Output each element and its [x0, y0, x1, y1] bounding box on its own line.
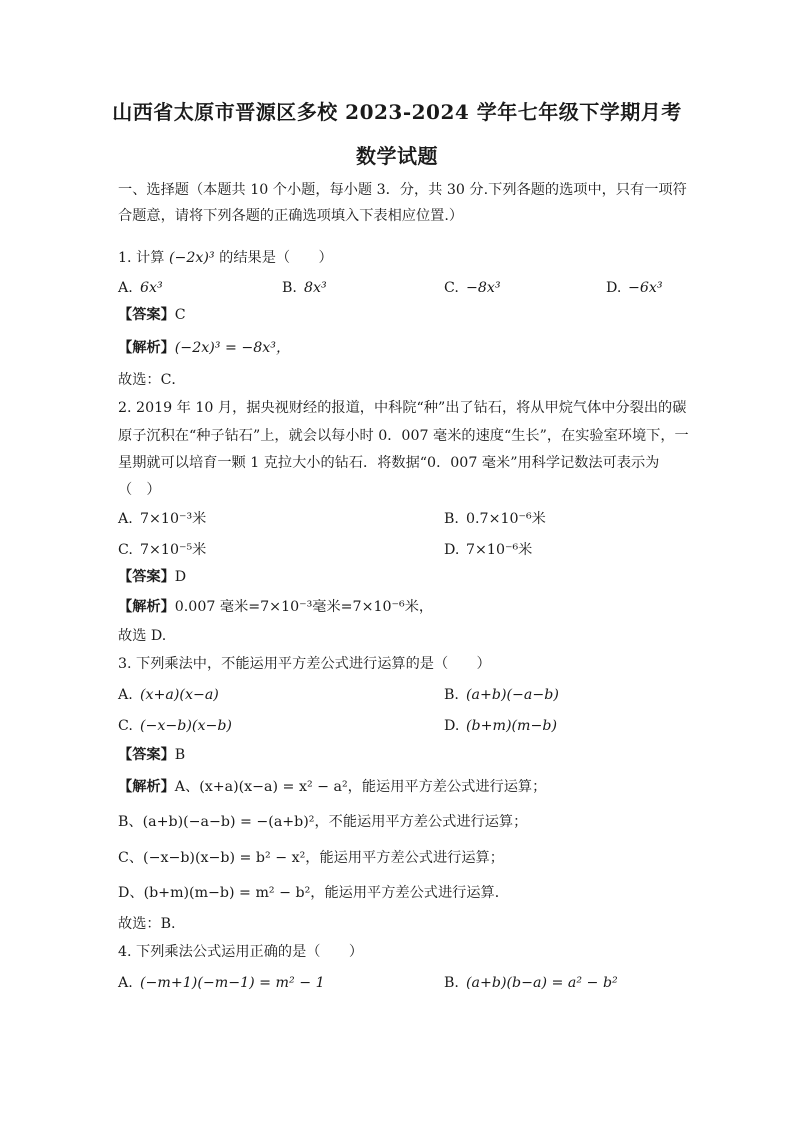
document-subtitle: 数学试题 [356, 144, 438, 168]
question-3-analysis-b: B、(a+b)(−a−b) = −(a+b)²，不能运用平方差公式进行运算； [118, 814, 528, 830]
question-2-stem-line3: 星期就可以培育一颗 1 克拉大小的钻石．将数据“0．007 毫米”用科学记数法可表示为 [118, 455, 660, 471]
section-heading-cont: 合题意，请将下列各题的正确选项填入下表相应位置.） [118, 208, 464, 224]
question-3-option-d: D. (b+m)(m−b) [444, 718, 557, 734]
question-2-option-d: D. 7×10⁻⁶米 [444, 542, 533, 558]
document-title: 山西省太原市晋源区多校 2023-2024 学年七年级下学期月考 [112, 100, 682, 124]
question-3-analysis-a: 【解析】A、(x+a)(x−a) = x² − a²，能运用平方差公式进行运算； [118, 779, 547, 795]
question-3-analysis-d: D、(b+m)(m−b) = m² − b²，能运用平方差公式进行运算． [118, 885, 509, 901]
question-3-stem: 3. 下列乘法中，不能运用平方差公式进行运算的是（ ） [118, 656, 491, 672]
question-3-analysis-c: C、(−x−b)(x−b) = b² − x²，能运用平方差公式进行运算； [118, 850, 504, 866]
question-1-option-d: D. −6x³ [606, 280, 663, 296]
question-3-answer: 【答案】B [118, 747, 186, 763]
question-4-option-a: A. (−m+1)(−m−1) = m² − 1 [118, 975, 325, 991]
question-1-option-b: B. 8x³ [282, 280, 327, 296]
question-2-conclusion: 故选 D. [118, 628, 167, 644]
question-2-stem-line1: 2. 2019 年 10 月，据央视财经的报道，中科院“种”出了钻石，将从甲烷气体中分裂出的碳 [118, 400, 687, 416]
question-2-stem-line2: 原子沉积在“种子钻石”上，就会以每小时 0．007 毫米的速度“生长”，在实验室环境下，一 [118, 428, 689, 444]
question-2-option-a: A. 7×10⁻³米 [118, 511, 207, 527]
question-1-answer: 【答案】C [118, 307, 186, 323]
question-1-tail: 的结果是（ ） [219, 250, 333, 266]
question-1-expression: (−2x)³ [168, 250, 215, 266]
question-1-analysis: 【解析】(−2x)³ = −8x³， [118, 340, 291, 356]
section-heading: 一、选择题（本题共 10 个小题，每小题 3．分，共 30 分.下列各题的选项中，只有一项符 [118, 182, 687, 198]
question-1-option-c: C. −8x³ [444, 280, 501, 296]
question-3-option-c: C. (−x−b)(x−b) [118, 718, 232, 734]
question-4-option-b: B. (a+b)(b−a) = a² − b² [444, 975, 618, 991]
question-1-stem [118, 248, 678, 268]
question-1-conclusion: 故选：C． [118, 372, 186, 388]
question-4-stem: 4. 下列乘法公式运用正确的是（ ） [118, 944, 364, 960]
question-1-option-a: A. 6x³ [118, 280, 163, 296]
question-1-number: 1. 计算 [118, 250, 165, 266]
question-3-conclusion: 故选：B. [118, 916, 176, 932]
question-3-option-b: B. (a+b)(−a−b) [444, 687, 559, 703]
question-2-option-c: C. 7×10⁻⁵米 [118, 542, 207, 558]
question-2-answer: 【答案】D [118, 569, 187, 585]
question-3-option-a: A. (x+a)(x−a) [118, 687, 219, 703]
question-2-option-b: B. 0.7×10⁻⁶米 [444, 511, 546, 527]
question-2-stem-line4: （ ） [118, 482, 161, 498]
question-2-analysis: 【解析】0.007 毫米=7×10⁻³毫米=7×10⁻⁶米， [118, 599, 434, 615]
